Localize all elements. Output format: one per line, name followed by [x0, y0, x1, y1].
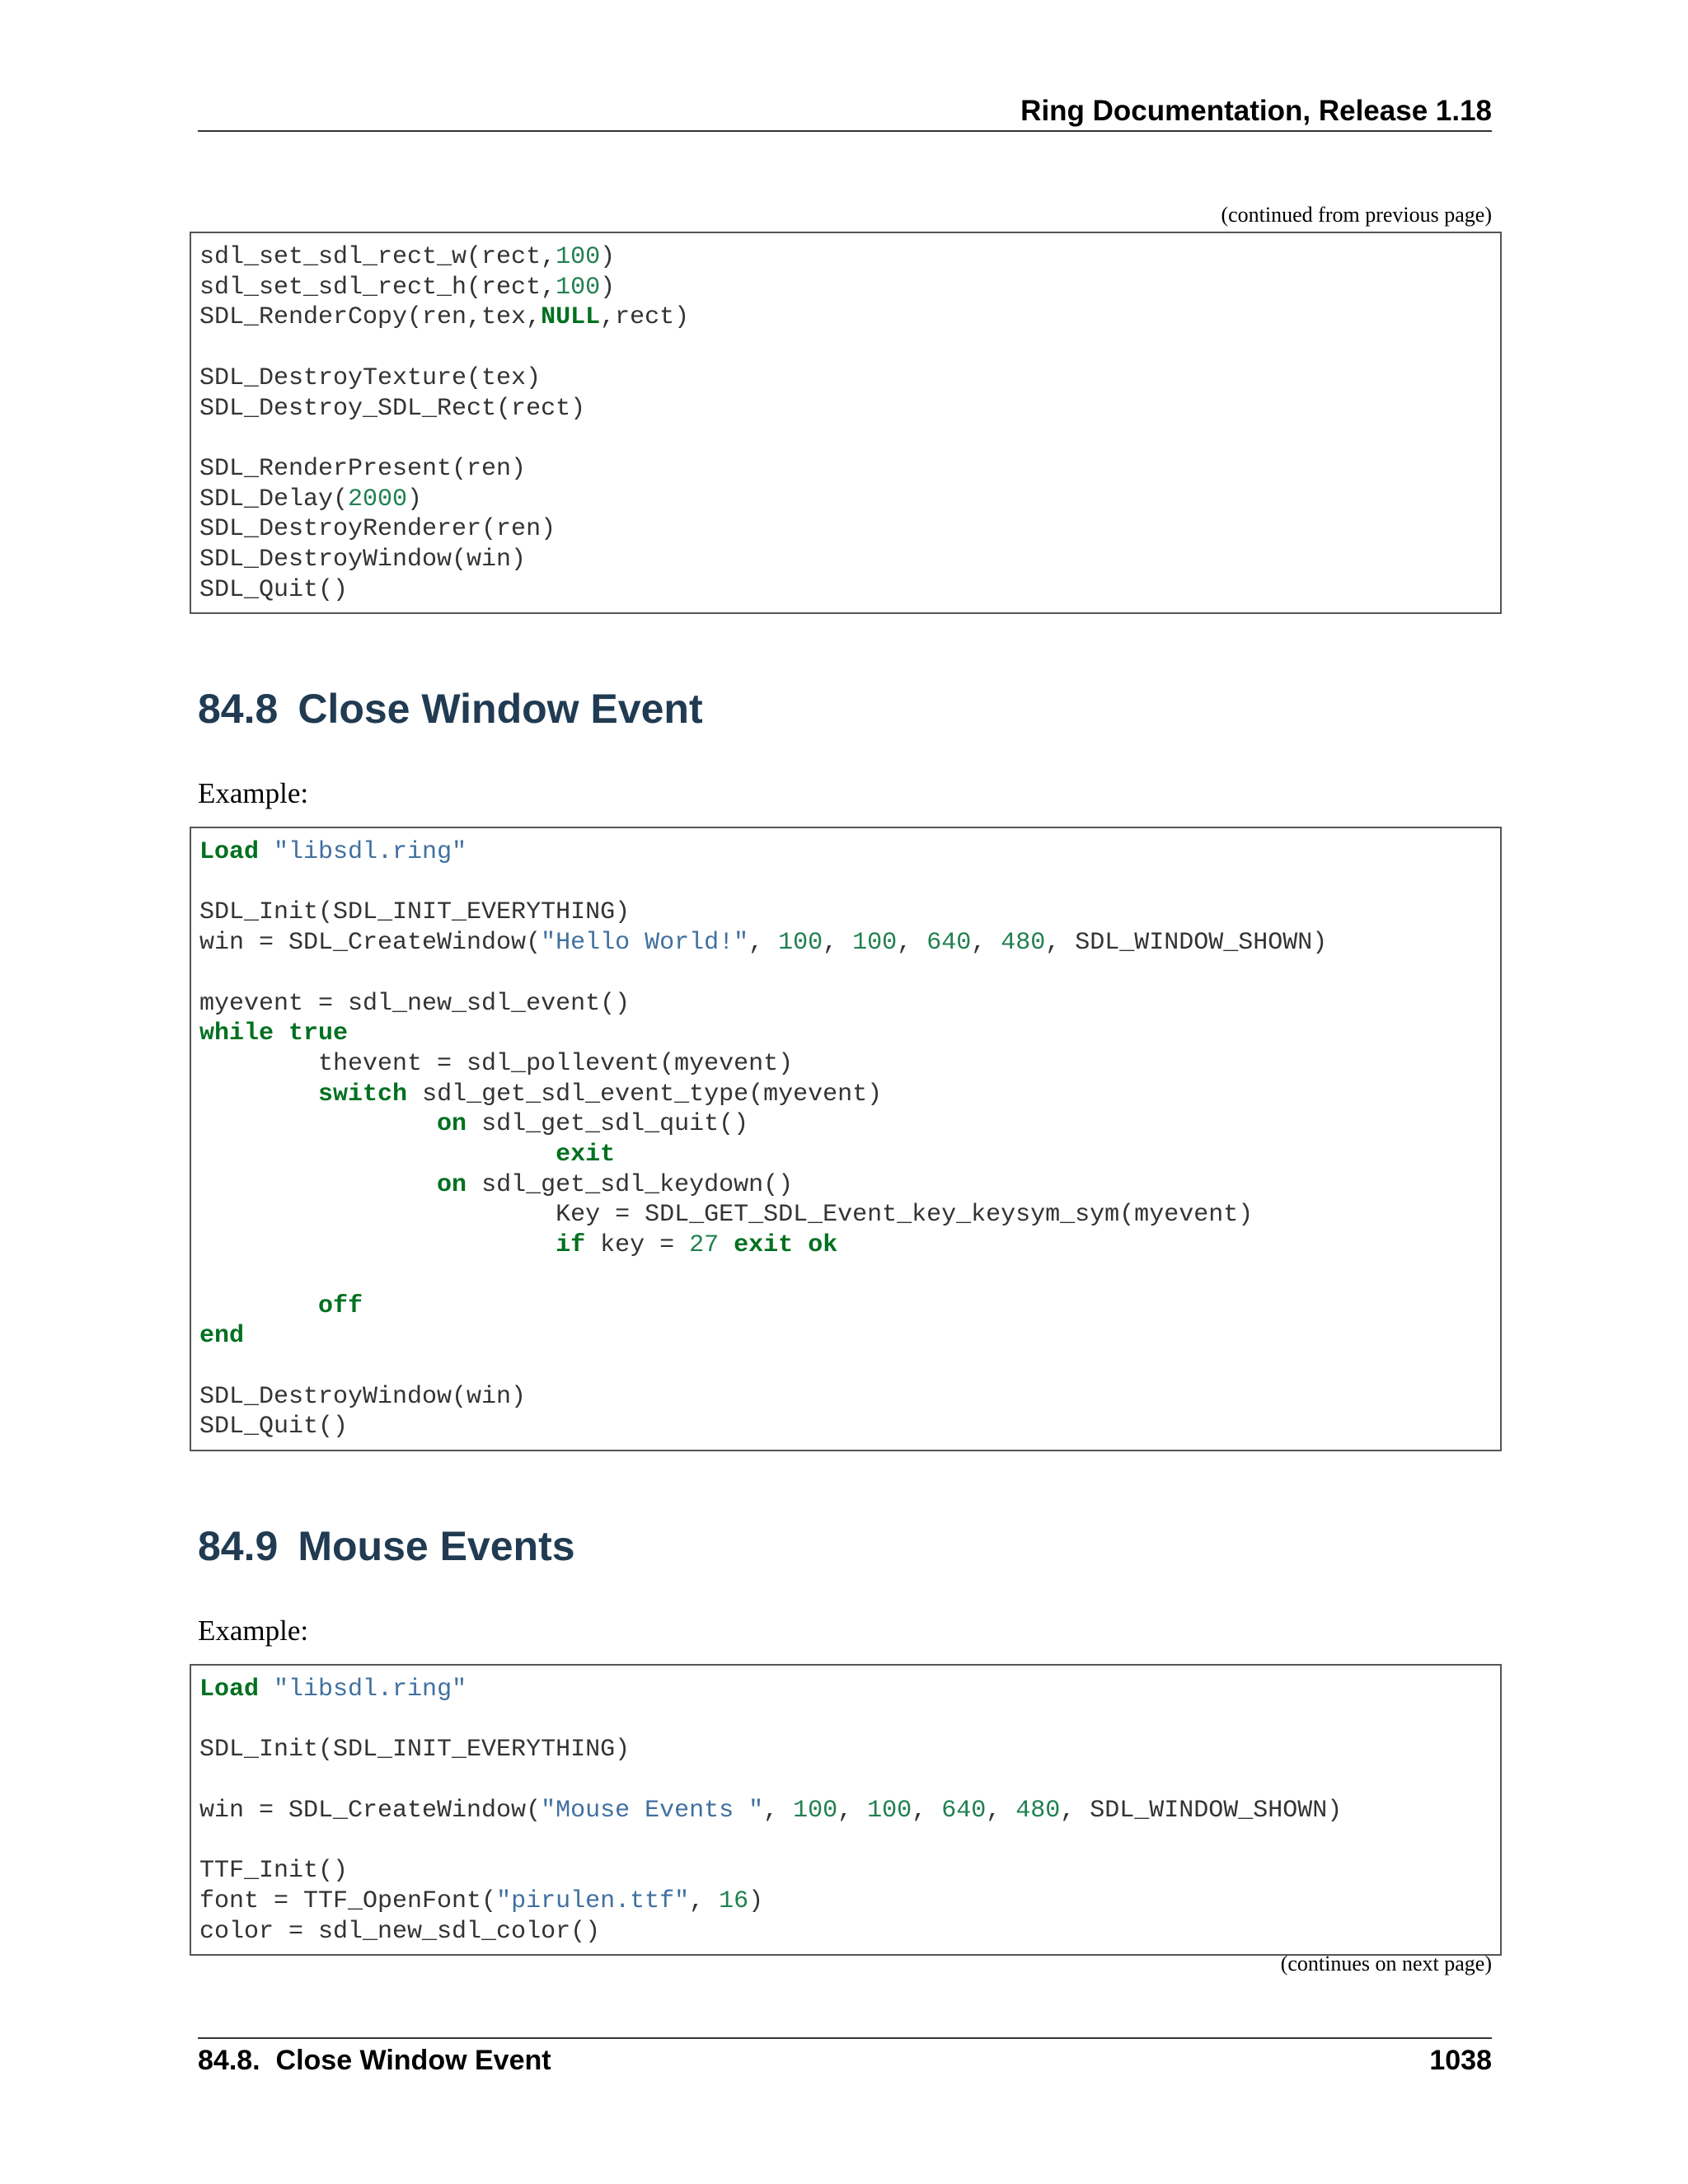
code-text	[199, 1292, 318, 1320]
section-heading	[198, 684, 703, 733]
code-line	[199, 243, 615, 271]
code-text: SDL_Delay(	[199, 485, 349, 513]
code-block	[190, 232, 1502, 614]
code-number: 480	[1001, 929, 1046, 958]
section-title-text: Close Window Event	[298, 686, 703, 732]
code-string: "libsdl.ring"	[274, 838, 467, 866]
header-rule	[198, 130, 1492, 132]
code-text	[793, 1231, 808, 1259]
code-line	[199, 838, 467, 866]
code-line	[199, 1110, 748, 1138]
code-text: ,	[748, 929, 779, 958]
code-text: sdl_get_sdl_keydown()	[467, 1170, 794, 1199]
code-text: TTF_Init()	[199, 1857, 349, 1886]
code-keyword: NULL	[541, 303, 601, 332]
code-number: 16	[719, 1886, 749, 1915]
code-text	[259, 838, 274, 866]
code-text: SDL_RenderPresent(ren)	[199, 454, 527, 483]
code-number: 640	[926, 929, 972, 958]
code-text: ,	[763, 1796, 794, 1825]
code-keyword: on	[437, 1110, 467, 1139]
continues-on-note: (continues on next page)	[1280, 1952, 1492, 1975]
page-number: 1038	[1429, 2045, 1492, 2076]
code-text: win = SDL_CreateWindow(	[199, 1796, 542, 1825]
code-number: 100	[793, 1796, 838, 1825]
code-number: 100	[556, 243, 601, 271]
code-text: Key = SDL_GET_SDL_Event_key_keysym_sym(myevent)	[199, 1201, 1254, 1230]
code-text	[199, 1110, 437, 1138]
code-text: sdl_get_sdl_quit()	[467, 1110, 749, 1139]
code-text: sdl_get_sdl_event_type(myevent)	[407, 1080, 883, 1108]
code-line	[199, 546, 526, 574]
code-line	[199, 515, 556, 543]
code-number: 100	[867, 1796, 912, 1825]
code-text	[199, 1080, 318, 1108]
code-text	[199, 1231, 556, 1259]
code-number: 100	[778, 929, 823, 958]
code-line	[199, 1736, 630, 1764]
code-keyword: while	[199, 1019, 274, 1048]
code-line	[199, 1413, 348, 1441]
section-heading	[198, 1521, 575, 1571]
code-number: 27	[689, 1231, 720, 1260]
code-line	[199, 1292, 363, 1320]
code-text: SDL_Destroy_SDL_Rect(rect)	[199, 394, 586, 423]
code-text: win = SDL_CreateWindow(	[199, 929, 542, 958]
code-text: ,rect)	[600, 303, 690, 332]
code-text	[259, 1675, 274, 1704]
code-keyword: end	[199, 1322, 245, 1351]
code-text	[719, 1231, 734, 1259]
code-line	[199, 1141, 615, 1169]
code-text: sdl_set_sdl_rect_h(rect,	[199, 273, 556, 302]
section-number: 84.8	[198, 686, 279, 732]
code-listing	[199, 242, 689, 605]
code-text: myevent = sdl_new_sdl_event()	[199, 989, 631, 1018]
code-string: "Hello World!"	[541, 929, 749, 958]
code-keyword: ok	[808, 1231, 838, 1260]
code-block	[190, 1664, 1502, 1956]
code-text: key =	[585, 1231, 690, 1260]
continued-from-note: (continued from previous page)	[1221, 203, 1492, 227]
code-line	[199, 1857, 348, 1885]
code-listing	[199, 837, 1327, 1442]
code-line	[199, 1322, 244, 1350]
code-line	[199, 1675, 467, 1704]
code-line	[199, 455, 526, 483]
code-text: , SDL_WINDOW_SHOWN)	[1045, 929, 1328, 958]
code-number: 100	[556, 273, 601, 302]
code-number: 100	[852, 929, 898, 958]
code-line	[199, 1019, 348, 1047]
code-line	[199, 1797, 1342, 1825]
code-line	[199, 303, 689, 331]
code-line	[199, 1080, 882, 1108]
example-label: Example:	[198, 777, 309, 809]
code-line	[199, 1201, 1253, 1229]
code-line	[199, 1231, 837, 1259]
code-text: thevent = sdl_pollevent(myevent)	[199, 1049, 794, 1078]
code-text: )	[600, 273, 616, 302]
footer-section-title: 84.8. Close Window Event	[198, 2045, 551, 2076]
code-text: , SDL_WINDOW_SHOWN)	[1060, 1796, 1343, 1825]
code-text: SDL_Init(SDL_INIT_EVERYTHING)	[199, 1736, 631, 1765]
code-keyword: exit	[734, 1231, 794, 1260]
code-text: color = sdl_new_sdl_color()	[199, 1917, 601, 1946]
code-keyword: off	[318, 1291, 363, 1320]
code-text: )	[748, 1886, 764, 1915]
code-number: 2000	[348, 485, 408, 513]
code-keyword: Load	[199, 838, 260, 866]
code-text	[274, 1019, 288, 1047]
code-line	[199, 1887, 763, 1915]
code-keyword: switch	[318, 1080, 408, 1108]
code-text: ,	[837, 1796, 868, 1825]
code-text	[199, 1171, 437, 1199]
code-text: sdl_set_sdl_rect_w(rect,	[199, 243, 556, 271]
code-text: ,	[971, 929, 1001, 958]
code-text: SDL_Quit()	[199, 575, 349, 604]
code-block	[190, 827, 1502, 1451]
code-number: 640	[941, 1796, 987, 1825]
code-text: SDL_Init(SDL_INIT_EVERYTHING)	[199, 898, 631, 927]
code-text: )	[407, 485, 423, 513]
code-line	[199, 898, 630, 926]
code-keyword: exit	[556, 1141, 616, 1169]
code-line	[199, 485, 422, 513]
running-header-title: Ring Documentation, Release 1.18	[1020, 95, 1492, 127]
code-string: "pirulen.ttf"	[496, 1886, 690, 1915]
code-number: 480	[1015, 1796, 1061, 1825]
code-line	[199, 990, 630, 1018]
code-text: SDL_RenderCopy(ren,tex,	[199, 303, 542, 332]
code-line	[199, 274, 615, 302]
code-text: ,	[986, 1796, 1016, 1825]
code-text: )	[600, 243, 616, 271]
code-string: "libsdl.ring"	[274, 1675, 467, 1704]
code-line	[199, 929, 1327, 957]
section-title-text: Mouse Events	[298, 1523, 575, 1569]
code-line	[199, 1171, 793, 1199]
code-text: SDL_DestroyWindow(win)	[199, 1382, 527, 1411]
code-line	[199, 1050, 793, 1078]
page-footer	[198, 2043, 1492, 2078]
code-text: ,	[897, 929, 927, 958]
code-keyword: on	[437, 1170, 467, 1199]
code-line	[199, 1918, 600, 1946]
code-text: SDL_DestroyWindow(win)	[199, 546, 527, 574]
code-text: ,	[823, 929, 853, 958]
code-keyword: Load	[199, 1675, 260, 1704]
code-text: SDL_Quit()	[199, 1413, 349, 1441]
section-number: 84.9	[198, 1523, 279, 1569]
code-keyword: if	[556, 1231, 586, 1260]
code-listing	[199, 1675, 1342, 1947]
code-string: "Mouse Events "	[541, 1796, 764, 1825]
code-text: ,	[912, 1796, 942, 1825]
code-text: SDL_DestroyRenderer(ren)	[199, 515, 556, 544]
code-keyword: true	[288, 1019, 349, 1048]
code-text: font = TTF_OpenFont(	[199, 1886, 497, 1915]
code-text: SDL_DestroyTexture(tex)	[199, 363, 542, 392]
code-line	[199, 576, 348, 604]
code-line	[199, 364, 541, 392]
code-text	[199, 1141, 556, 1169]
footer-rule	[198, 2037, 1492, 2039]
code-line	[199, 395, 585, 423]
code-line	[199, 1383, 526, 1411]
example-label: Example:	[198, 1615, 309, 1647]
code-text: ,	[689, 1886, 720, 1915]
